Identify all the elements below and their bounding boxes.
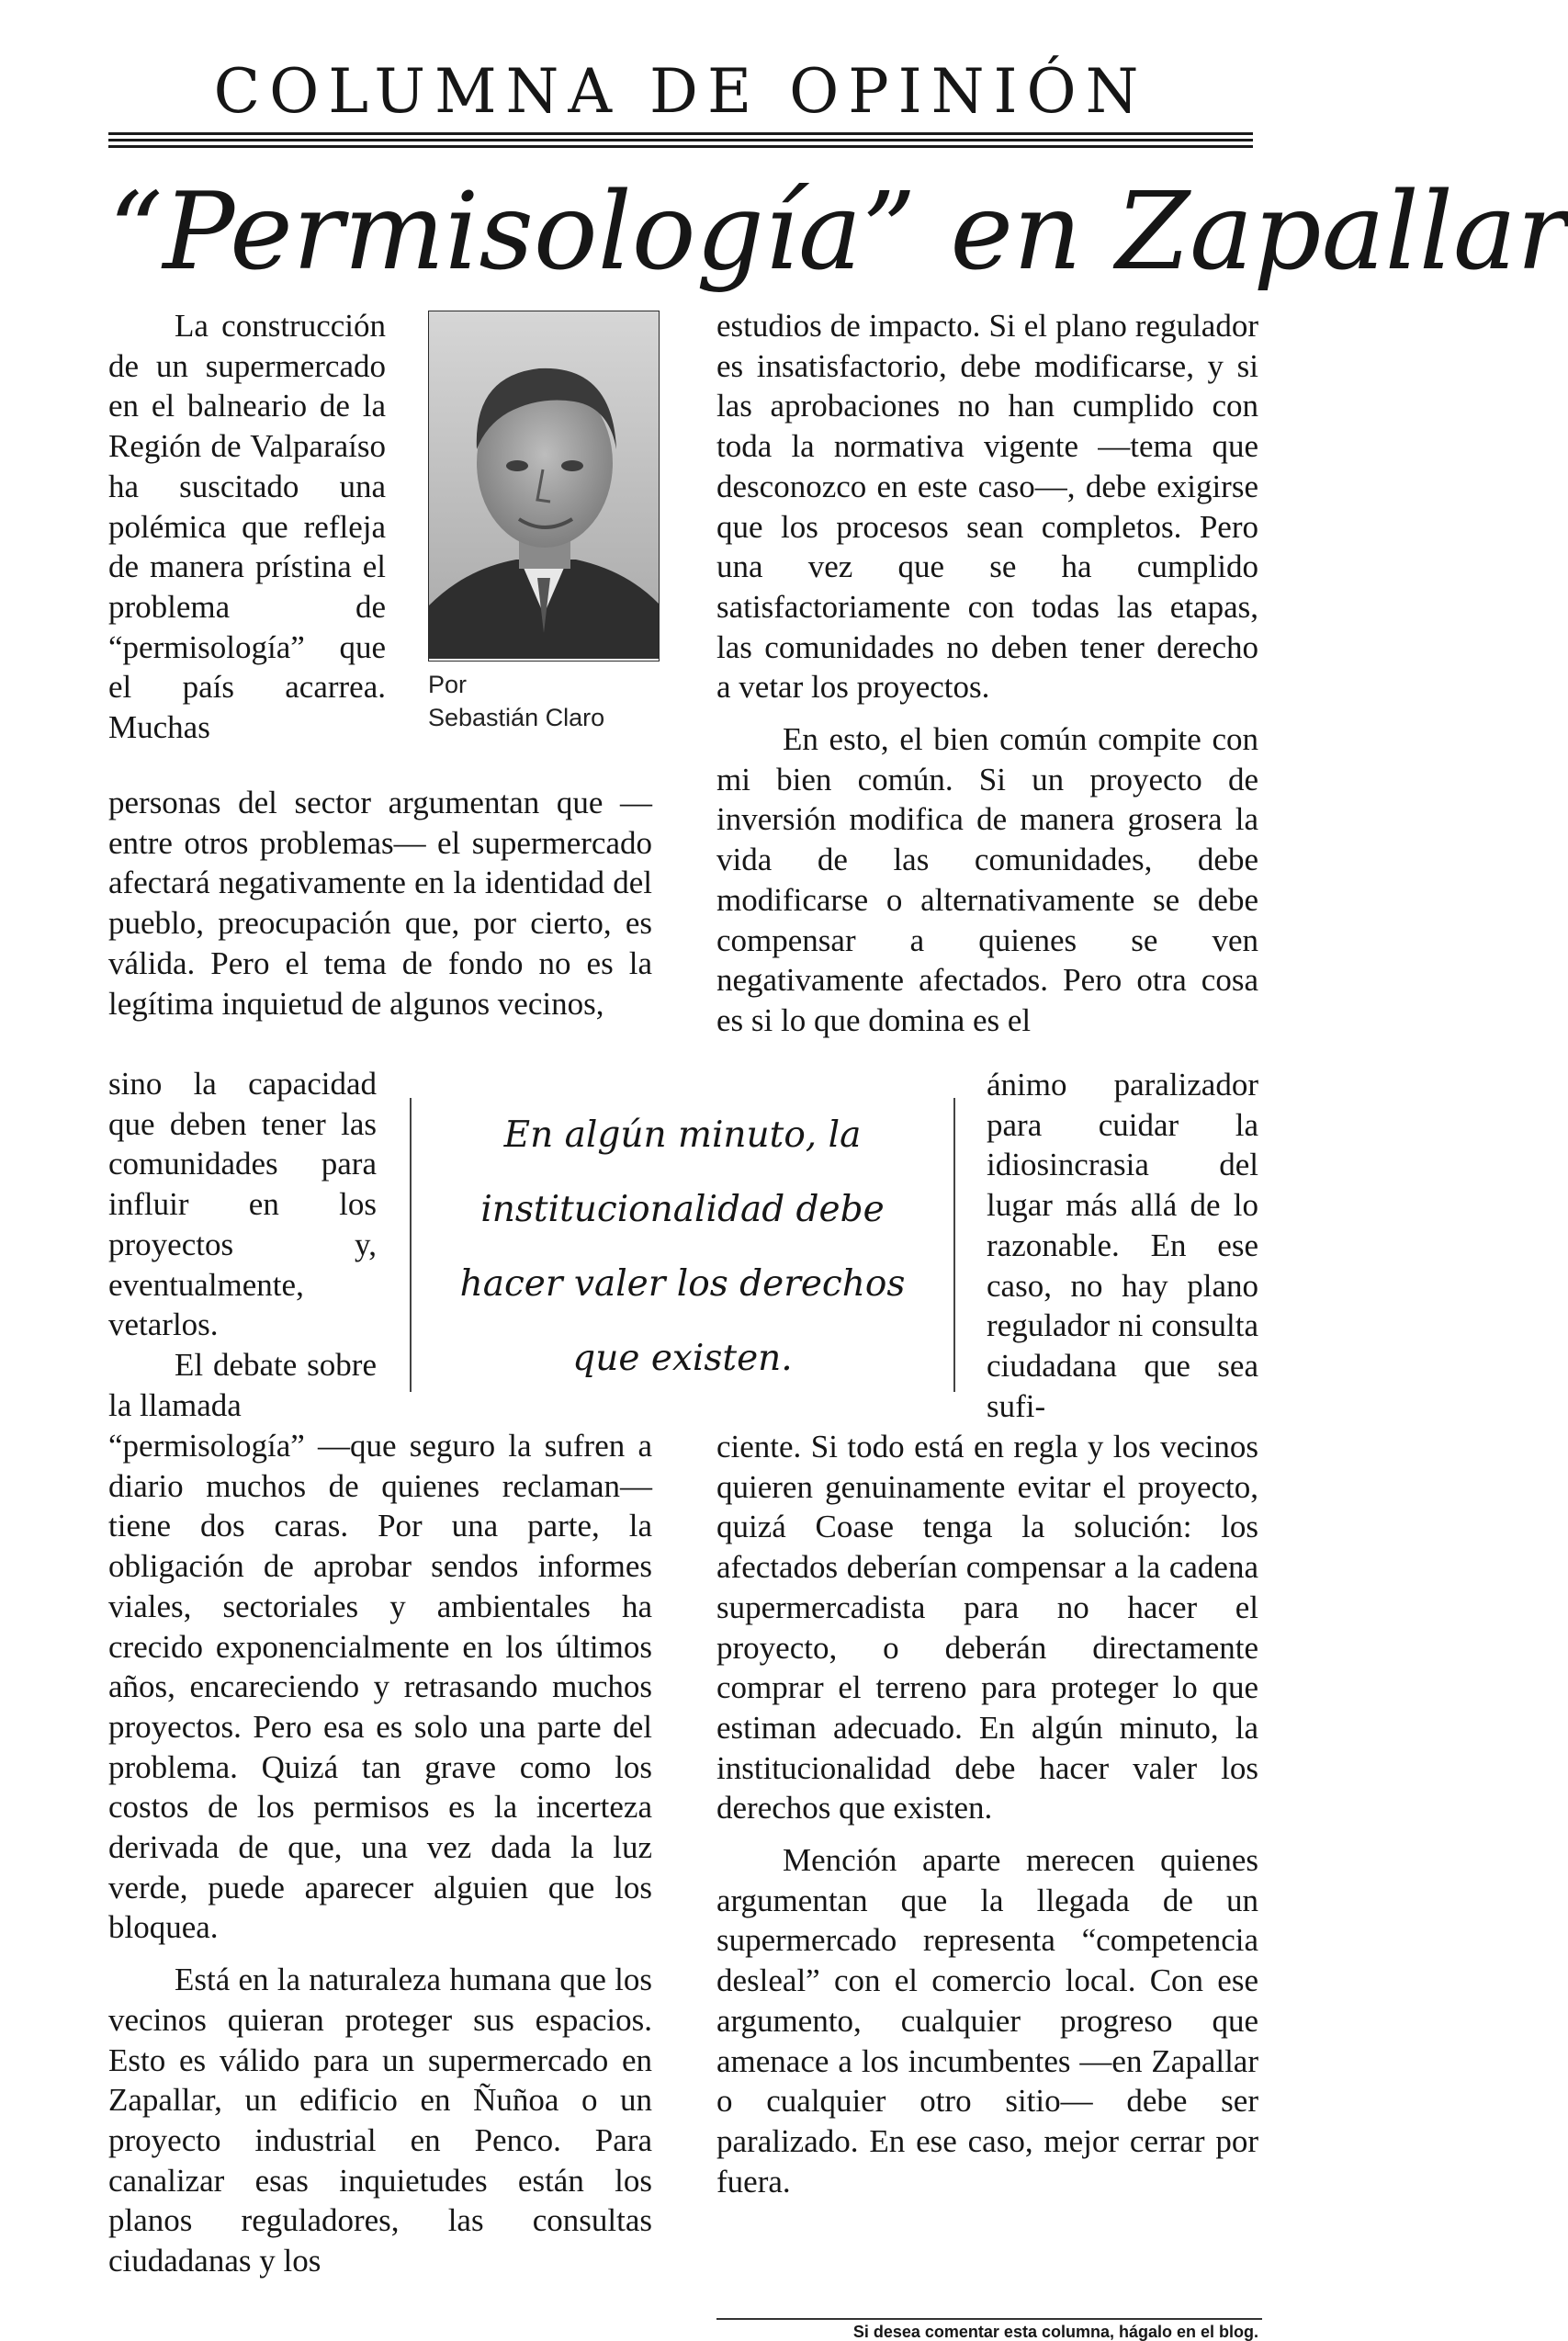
paragraph: El debate sobre la llamada [108,1346,377,1423]
pull-quote-line: que existen. [572,1338,793,1379]
paragraph: Está en la naturaleza humana que los vecinos quieran proteger sus espacios. Esto es válido para un supermercado en Zapallar, un edificio en Ñuñoa o un proyecto industrial en Penco. Para canalizar esas inquietudes están los planos reguladores, las consultas ciudadanas y los [108,1962,652,2279]
paragraph: La construcción de un supermercado en el balneario de la Región de Valparaíso ha suscitado una polémica que refleja de manera prístina el problema de “permisología” que el país acarrea. Muchas [108,308,386,746]
rule-line [108,132,1253,135]
byline-prefix: Por [428,671,468,698]
rule-line [108,139,1253,141]
byline [428,668,660,734]
byline-author: Sebastián Claro [428,704,605,731]
right-column-narrow [987,1065,1258,1426]
left-column-bottom [108,1426,652,2281]
author-photo-frame [428,311,660,662]
pull-quote [410,1098,955,1392]
paragraph: estudios de impacto. Si el plano regulador es insatisfactorio, debe modificarse, y si las aprobaciones no han cumplido con toda la normativa vigente —tema que desconozco en este caso—, debe exigirse que los procesos sean completos. Pero una vez que se ha cumplido satisfactoriamente con todas las etapas, las comunidades no deben tener derecho a vetar los proyectos. [716,308,1258,706]
right-column-top [716,306,1258,1041]
right-column-bottom [716,1427,1258,2201]
author-photo [429,311,659,659]
pull-quote-line: hacer valer los derechos [459,1263,906,1305]
pull-quote-text [412,1098,953,1396]
footnote-rule [716,2318,1262,2320]
headline: “Permisología” en Zapallar [108,170,1568,294]
paragraph: Mención aparte merecen quienes argumentan que la llegada de un supermercado representa “competencia desleal” con el comercio local. Con ese argumento, cualquier progreso que amenace a los incumbentes —en Zapallar o cualquier otro sitio— debe ser paralizado. En ese caso, mejor cerrar por fuera. [716,1842,1258,2200]
pull-quote-line: institucionalidad debe [480,1189,885,1230]
header-rules [108,132,1253,153]
paragraph: personas del sector argumentan que —entre otros problemas— el supermercado afectará negativamente en la identidad del pueblo, preocupación que, por cierto, es válida. Pero el tema de fondo no es la legítima inquietud de algunos vecinos, [108,785,652,1022]
left-column-top [108,306,386,748]
rule-line [108,145,1253,148]
paragraph: En esto, el bien común compite con mi bien común. Si un proyecto de inversión modifica de manera grosera la vida de las comunidades, debe modificarse o alternativamente se debe compensar a quienes se ven negativamente afectados. Pero otra cosa es si lo que domina es el [716,721,1258,1038]
section-title: COLUMNA DE OPINIÓN [213,56,1148,127]
paragraph: ciente. Si todo está en regla y los vecinos quieren genuinamente evitar el proyecto, quizá Coase tenga la solución: los afectados deberían compensar a la cadena supermercadista para no hacer el proyecto, o deberán directamente comprar el terreno para proteger lo que estiman adecuado. En algún minuto, la institucionalidad debe hacer valer los derechos que existen. [716,1429,1258,1826]
footnote: Si desea comentar esta columna, hágalo en el blog. [852,2323,1258,2341]
pull-quote-line: En algún minuto, la [503,1114,862,1156]
paragraph: “permisología” —que seguro la sufren a diario muchos de quienes reclaman— tiene dos caras. Por una parte, la obligación de aprobar sendos informes viales, sectoriales y ambientales ha crecido exponencialmente en los últimos años, encareciendo y retrasando muchos proyectos. Pero esa es solo una parte del problema. Quizá tan grave como los costos de los permisos es la incerteza derivada de que, una vez dada la luz verde, puede aparecer alguien que los bloquea. [108,1428,652,1946]
paragraph: sino la capacidad que deben tener las comunidades para influir en los proyectos y, eventualmente, vetarlos. [108,1066,377,1343]
left-column-narrow [108,1064,377,1425]
paragraph: ánimo paralizador para cuidar la idiosincrasia del lugar más allá de lo razonable. En ese caso, no hay plano regulador ni consulta ciudadana que sea sufi- [987,1067,1258,1424]
left-column-wide [108,783,652,1023]
author-portrait-image [429,311,659,659]
